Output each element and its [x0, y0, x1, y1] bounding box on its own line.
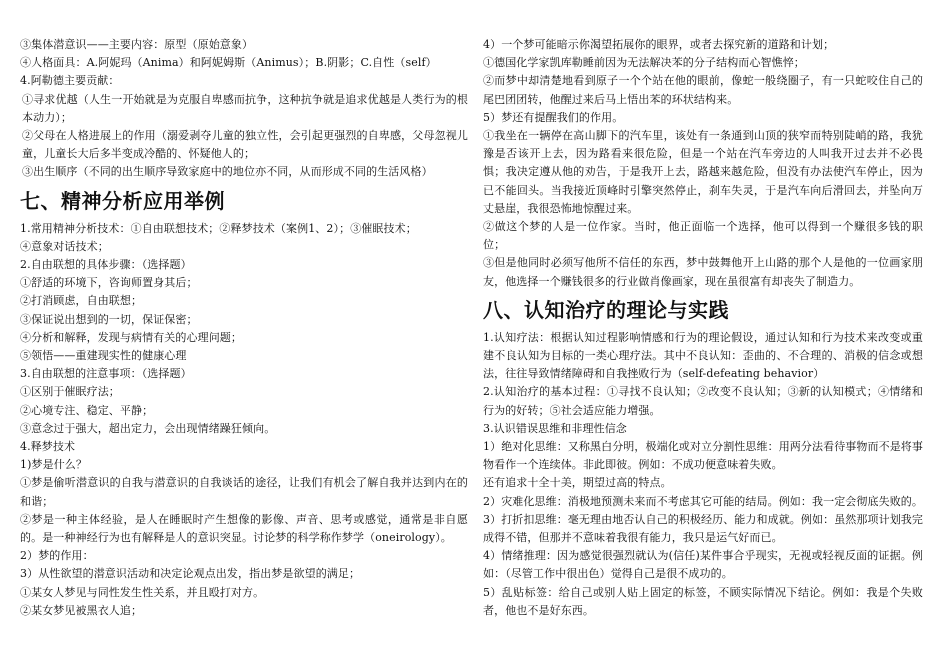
text-paragraph: 1.认知疗法：根据认知过程影响情感和行为的理论假设，通过认知和行为技术来改变或重建不良认知为目标的一类心理疗法。其中不良认知：歪曲的、不合理的、消极的信念或想法，往往导致情绪障碍和自我挫败行为（self-defeating behavior） [483, 330, 923, 381]
text-paragraph: ①寻求优越（人生一开始就是为克服自卑感而抗争，这种抗争就是追求优越是人类行为的根本动力）； [22, 92, 468, 124]
text-line: 2）梦的作用： [20, 549, 94, 563]
text-line: 3.认识错误思维和非理性信念 [483, 421, 627, 435]
text-line: ④意象对话技术； [20, 239, 109, 253]
text-paragraph: 4）情绪推理：因为感觉很强烈就认为(信任)某件事合乎现实，无视或轻视反面的证据。例如：（尽管工作中很出色）觉得自己是很不成功的。 [483, 549, 923, 581]
text-paragraph: 2）灾难化思维：消极地预测未来而不考虑其它可能的结局。例如：我一定会彻底失败的。 [483, 494, 923, 508]
text-line: ①某女人梦见与同性发生性关系，并且殴打对方。 [20, 585, 265, 599]
left-column [20, 36, 468, 620]
text-line: 3）从性欲望的潜意识活动和决定论观点出发，指出梦是欲望的满足； [20, 567, 361, 581]
text-paragraph: 2.认知治疗的基本过程：①寻找不良认知；②改变不良认知；③新的认知模式；④情绪和行为的好转；⑤社会适应能力增强。 [483, 385, 923, 417]
text-paragraph: 3）打折扣思维：毫无理由地否认自己的积极经历、能力和成就。例如：虽然那项计划我完成得不错，但那并不意味着我很有能力，我只是运气好而已。 [483, 512, 923, 545]
text-line: ①区别于催眠疗法； [20, 385, 120, 399]
text-line: ①舒适的环境下，咨询师置身其后； [20, 276, 198, 290]
section-heading: 七、精神分析应用举例 [20, 188, 225, 213]
text-line: 1)梦是什么？ [20, 458, 87, 472]
text-paragraph: 1）绝对化思维：又称黑白分明，极端化或对立分割性思维：用两分法看待事物而不是将事物看作一个连续体。非此即彼。例如：不成功便意味着失败。 [483, 440, 923, 472]
text-line: 1.常用精神分析技术：①自由联想技术；②释梦技术（案例1、2）；③催眠技术； [20, 221, 417, 235]
text-line: ②心境专注、稳定、平静； [20, 403, 154, 417]
text-paragraph: ①梦是偷听潜意识的自我与潜意识的自我谈话的途径，让我们有机会了解自我并达到内在的和谐； [20, 476, 468, 508]
right-column [483, 36, 923, 620]
text-paragraph: ①我坐在一辆停在高山脚下的汽车里，该处有一条通到山顶的狭窄而特别陡峭的路，我犹豫是否该开上去，因为路看来很危险，但是一个站在汽车旁边的人叫我开过去并不必畏惧；我决定遵从他的劝告，于是我开上去，路越来越危险，但没有办法使汽车停止，因为已不能回头。当我接近顶峰时引擎突然停止，刹车失灵，于是汽车向后滑回去，并坠向万丈悬崖，我很恐怖地惊醒过来。 [483, 129, 923, 215]
text-line: ④人格面具：A.阿妮玛（Anima）和阿妮姆斯（Animus）；B.阴影；C.自性（self） [20, 56, 437, 70]
text-line: 2.自由联想的具体步骤：（选择题） [20, 258, 192, 272]
text-line: ⑤领悟——重建现实性的健康心理 [20, 349, 187, 363]
text-line: ③意念过于强大，超出定力，会出现情绪躁狂倾向。 [20, 421, 276, 435]
text-line: 5）梦还有提醒我们的作用。 [483, 110, 624, 124]
text-line: ③保证说出想到的一切，保证保密； [20, 312, 198, 326]
text-line: 4.阿勒德主要贡献： [20, 74, 120, 88]
text-paragraph: ①德国化学家凯库勒睡前因为无法解决苯的分子结构而心智憔悴； [483, 56, 805, 70]
text-line: ②打消顾虑，自由联想； [20, 294, 143, 308]
text-line: 4.释梦技术 [20, 440, 76, 454]
text-paragraph: ②父母在人格进展上的作用（溺爱剥夺儿童的独立性，会引起更强烈的自卑感，父母忽视儿童，儿童长大后多半变成冷酷的、怀疑他人的； [22, 129, 468, 161]
text-line: 3.自由联想的注意事项：（选择题） [20, 367, 192, 381]
text-line: ②某女梦见被黑衣人追； [20, 603, 143, 617]
text-paragraph: ③但是他同时必须写他所不信任的东西，梦中鼓舞他开上山路的那个人是他的一位画家朋友，他选择一个赚钱很多的行业做肖像画家，现在虽很富有却丧失了制造力。 [483, 256, 923, 288]
text-paragraph: 5）乱贴标签：给自己或别人贴上固定的标签，不顾实际情况下结论。例如：我是个失败者，他也不是好东西。 [483, 585, 923, 617]
text-paragraph: ②做这个梦的人是一位作家。当时，他正面临一个选择，他可以得到一个赚很多钱的职位； [483, 220, 923, 252]
text-paragraph: ②而梦中却清楚地看到原子一个个站在他的眼前，像蛇一般绕圈子，有一只蛇咬住自己的尾巴团团转，他醒过来后马上悟出苯的环状结构来。 [483, 74, 923, 106]
text-line: ④分析和解释，发现与病情有关的心理问题； [20, 330, 242, 344]
text-line: 还有追求十全十美，期望过高的特点。 [483, 476, 672, 490]
section-heading: 八、认知治疗的理论与实践 [483, 297, 729, 322]
text-paragraph: ③出生顺序（不同的出生顺序导致家庭中的地位亦不同，从而形成不同的生活风格） [22, 165, 433, 179]
text-line: 4）一个梦可能暗示你渴望拓展你的眼界，或者去探究新的道路和计划； [483, 38, 835, 51]
text-line: ③集体潜意识——主要内容：原型（原始意象） [20, 38, 254, 51]
text-paragraph: ②梦是一种主体经验，是人在睡眠时产生想像的影像、声音、思考或感觉，通常是非自愿的。是一种神经行为也有解释是人的意识突显。讨论梦的科学称作梦学（oneirology）。 [20, 512, 468, 545]
